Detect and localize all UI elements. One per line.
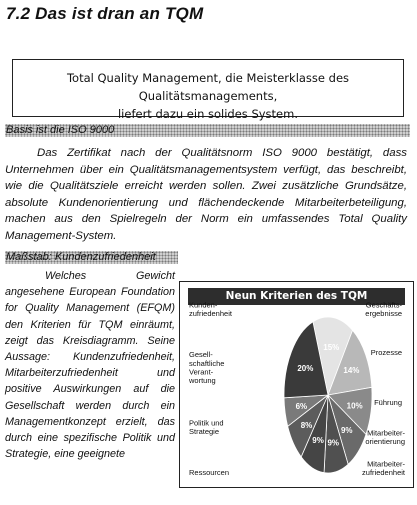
pie-category-label: Führung [374, 398, 402, 407]
pie-category-label: Mitarbeiter-zufriedenheit [362, 459, 405, 477]
page-title: 7.2 Das ist dran an TQM [6, 4, 204, 23]
pie-category-label: Ressourcen [189, 468, 230, 477]
intro-line-1: Total Quality Management, die Meisterklasse des Qualitätsmanagements, [66, 71, 350, 103]
section-paragraph: Welches Gewicht angesehene European Foundation for Quality Management (EFQM) den Kriterien für TQM einräumt, zeigt das Kreisdiagramm. Seine Aussage: Kundenzufriedenheit, Mitarbeiterzufriedenheit und positive Auswirkungen auf die Gesellschaft werden durch ein Managementkonzept erzielt, das durch eine spezifische Politik und Strategie, eine geeignete [5, 270, 175, 461]
pie-value-label: 14% [343, 366, 360, 376]
intro-line-2: liefert dazu ein solides System. [117, 107, 298, 121]
pie-value-label: 20% [297, 363, 314, 373]
pie-category-label: Mitarbeiter-orientierung [365, 428, 405, 446]
section-header-basis: Basis ist die ISO 9000 [5, 124, 410, 137]
section-paragraph: Das Zertifikat nach der Qualitätsnorm ISO 9000 bestätigt, dass Unternehmen über ein Qualitätsmanagementsystem verfügt, das beschreibt, wie die Qualitätsziele erreicht werden sollen. Zwei zusätzliche Grundsätze, absolute Kundenorientierung und flächendeckende Mitarbeiterbeteiligung, machen aus den Spielregeln der Norm ein umfassendes Total Quality Management-System. [5, 147, 407, 242]
chart-title: Neun Kriterien des TQM [188, 288, 405, 305]
pie-value-label: 9% [312, 436, 324, 446]
pie-value-label: 9% [327, 438, 340, 448]
pie-category-label: Prozesse [370, 348, 402, 357]
pie-category-label: Gesell-schaftliche Verant-wortung [189, 350, 225, 385]
pie-category-label: Politik und Strategie [189, 418, 224, 436]
section-body-basis [5, 145, 407, 245]
section-header-massstab: Maßstab: Kundenzufriedenheit [5, 251, 178, 264]
pie-value-label: 9% [340, 426, 353, 436]
pie-chart [180, 282, 412, 486]
pie-value-label: 8% [300, 420, 313, 430]
section-body-massstab [5, 268, 175, 462]
pie-value-label: 6% [295, 401, 308, 411]
pie-category-label: Kunden-zufriedenheit [189, 300, 232, 318]
pie-value-label: 15% [323, 342, 340, 352]
pie-category-label: Geschäfts-ergebnisse [365, 300, 402, 318]
pie-value-label: 10% [346, 401, 363, 411]
pie-chart-figure [179, 281, 414, 488]
intro-box [12, 59, 404, 121]
